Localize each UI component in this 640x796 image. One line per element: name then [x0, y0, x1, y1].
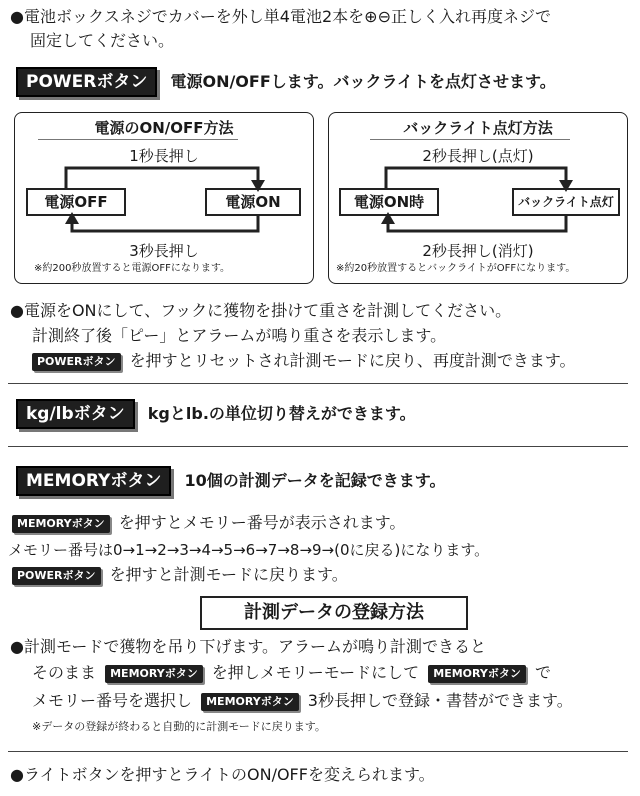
backlight-panel-title: バックライト点灯方法	[403, 119, 553, 137]
memory-button-label: MEMORYボタン	[16, 466, 171, 496]
backlight-on-arrow-icon	[386, 168, 566, 188]
memory-line-2: メモリー番号は0→1→2→3→4→5→6→7→8→9→(0に戻る)になります。	[8, 541, 490, 559]
weigh-line-3-text: を押すとリセットされ計測モードに戻り、再度計測できます。	[129, 351, 576, 370]
memory-line-3-text: を押すと計測モードに戻ります。	[109, 565, 348, 584]
memory-button-inline-label: MEMORYボタン	[12, 515, 110, 533]
power-on-state-box: 電源ON	[205, 188, 301, 216]
memory-button-inline-label-3: MEMORYボタン	[428, 665, 526, 683]
power-button-label: POWERボタン	[16, 67, 157, 97]
register-line-2	[32, 662, 551, 684]
power-on-arrow-icon	[66, 168, 258, 188]
register-line-3	[32, 690, 573, 712]
backlight-on-box: バックライト点灯	[512, 188, 620, 216]
divider-3	[8, 751, 628, 752]
power-off-state-box: 電源OFF	[26, 188, 126, 216]
divider-2	[8, 446, 628, 447]
register-title-box: 計測データの登録方法	[200, 596, 468, 630]
register-line-1: ●計測モードで獲物を吊り下げます。アラームが鳴り計測できると	[10, 637, 487, 656]
power-panel-note: ※約200秒放置すると電源OFFになります。	[34, 263, 231, 274]
divider-1	[8, 383, 628, 384]
unit-button-label: kg/lbボタン	[16, 399, 135, 429]
register-line-2-b: を押しメモリーモードにして	[211, 663, 420, 682]
backlight-panel-bottom-caption: 2秒長押し(消灯)	[422, 242, 534, 260]
power-panel-title: 電源のON/OFF方法	[94, 119, 234, 137]
memory-button-inline-label-4: MEMORYボタン	[201, 693, 299, 711]
power-button-description: 電源ON/OFFします。バックライトを点灯させます。	[170, 72, 556, 91]
light-button-line: ●ライトボタンを押すとライトのON/OFFを変えられます。	[10, 765, 435, 784]
backlight-panel-top-caption: 2秒長押し(点灯)	[422, 147, 534, 165]
unit-button-description: kgとlb.の単位切り替えができます。	[147, 404, 416, 423]
memory-button-inline-label-2: MEMORYボタン	[105, 665, 203, 683]
memory-button-header	[16, 466, 445, 496]
register-line-3-b: 3秒長押しで登録・書替ができます。	[307, 691, 573, 710]
power-button-header	[16, 67, 556, 97]
memory-button-description: 10個の計測データを記録できます。	[184, 471, 446, 490]
register-note: ※データの登録が終わると自動的に計測モードに戻ります。	[32, 720, 326, 733]
register-line-2-a: そのまま	[32, 663, 97, 682]
register-line-2-c: で	[534, 663, 551, 682]
power-on-time-box: 電源ON時	[339, 188, 439, 216]
register-line-3-a: メモリー番号を選択し	[32, 691, 193, 710]
weigh-line-3	[32, 350, 576, 372]
memory-line-1-text: を押すとメモリー番号が表示されます。	[118, 513, 406, 532]
backlight-flow-arrows	[328, 112, 628, 282]
weigh-line-2: 計測終了後「ピー」とアラームが鳴り重さを表示します。	[32, 326, 447, 345]
power-off-arrow-icon	[72, 214, 258, 231]
intro-line-1: ●電池ボックスネジでカバーを外し単4電池2本を⊕⊖正しく入れ再度ネジで	[10, 7, 551, 26]
memory-line-3	[12, 564, 348, 586]
power-panel-top-caption: 1秒長押し	[129, 147, 199, 165]
backlight-off-arrow-icon	[388, 214, 566, 231]
power-flow-arrows	[14, 112, 314, 282]
power-button-inline-label-2: POWERボタン	[12, 567, 101, 585]
power-button-inline-label: POWERボタン	[32, 353, 121, 371]
power-panel-bottom-caption: 3秒長押し	[129, 242, 199, 260]
backlight-panel-note: ※約20秒放置するとバックライトがOFFになります。	[336, 263, 576, 274]
intro-line-2: 固定してください。	[30, 31, 175, 50]
weigh-line-1: ●電源をONにして、フックに獲物を掛けて重さを計測してください。	[10, 301, 512, 320]
memory-line-1	[12, 512, 405, 534]
unit-button-header	[16, 399, 416, 429]
